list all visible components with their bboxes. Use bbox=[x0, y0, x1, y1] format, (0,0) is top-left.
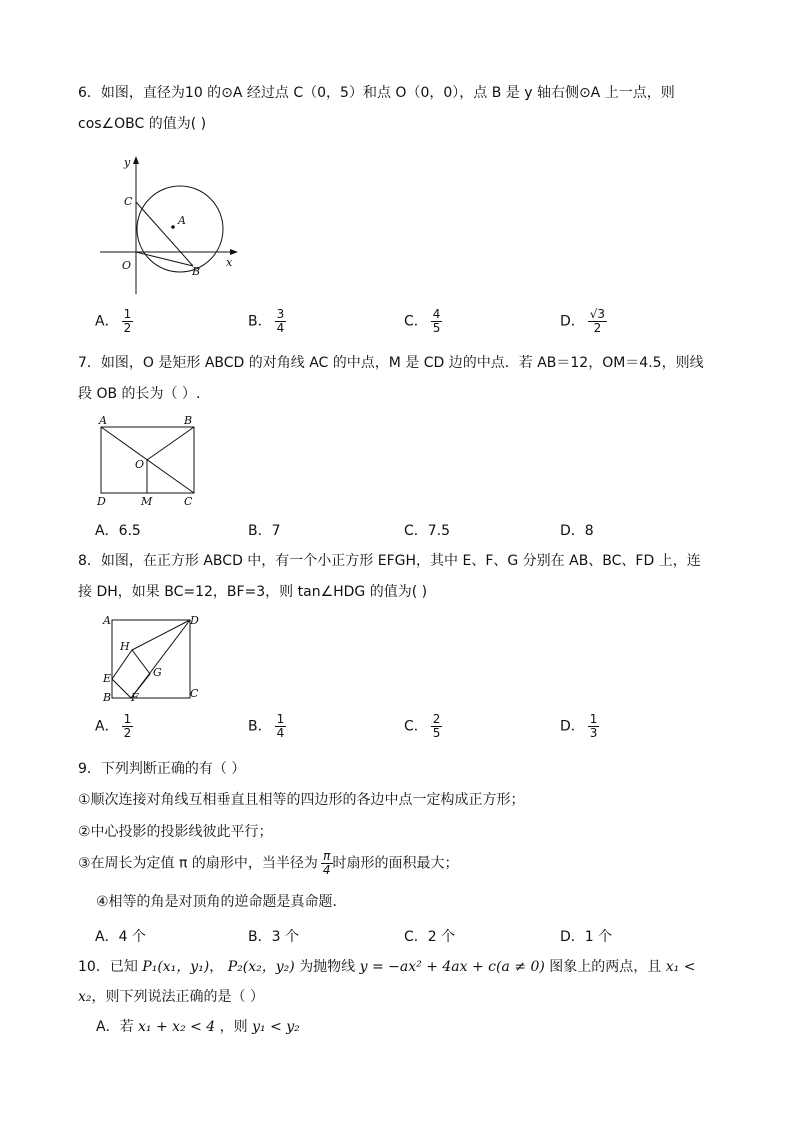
q6-option-d[interactable]: D． $\frac{√3}{2}$ bbox=[560, 307, 606, 335]
q7-option-b[interactable]: B．7 bbox=[248, 523, 281, 539]
q8-label-f: F bbox=[131, 691, 139, 702]
q8-option-d[interactable]: D． $\frac{1}{3}$ bbox=[560, 712, 598, 740]
q6-label-c: C bbox=[124, 195, 133, 208]
q8-label-g: G bbox=[153, 666, 162, 679]
q7-option-a[interactable]: A．6.5 bbox=[95, 523, 141, 539]
q6-label-y: y bbox=[124, 156, 131, 169]
q10-line2: x₂，则下列说法正确的是（ ） bbox=[78, 989, 264, 1005]
q7-label-m: M bbox=[141, 495, 153, 508]
q8-label-e: E bbox=[103, 672, 112, 685]
q9-statement-2: ②中心投影的投影线彼此平行； bbox=[78, 824, 273, 840]
q7-label-a: A bbox=[99, 414, 107, 427]
q8-line2: 接 DH，如果 BC=12，BF=3，则 tan∠HDG 的值为( ) bbox=[78, 584, 428, 600]
q9-option-a[interactable]: A．4 个 bbox=[95, 929, 146, 945]
q10-option-a[interactable]: A．若 x₁ + x₂ < 4 ，则 y₁ < y₂ bbox=[96, 1019, 300, 1035]
q8-label-c: C bbox=[190, 687, 199, 700]
q7-label-c: C bbox=[184, 495, 193, 508]
q9-option-b[interactable]: B．3 个 bbox=[248, 929, 299, 945]
q9-statement-3: ③在周长为定值 π 的扇形中，当半径为 $\frac{\pi}{4}$ 时扇形的面积最大； bbox=[78, 849, 459, 877]
q6-figure bbox=[96, 152, 246, 302]
q8-line1: 8．如图，在正方形 ABCD 中，有一个小正方形 EFGH，其中 E、F、G 分别在 AB、BC、FD 上，连 bbox=[78, 553, 701, 569]
q7-option-c[interactable]: C．7.5 bbox=[404, 523, 451, 539]
q6-option-b[interactable]: B． $\frac{3}{4}$ bbox=[248, 307, 285, 335]
q8-label-a: A bbox=[103, 614, 111, 627]
q8-label-d: D bbox=[190, 614, 199, 627]
q7-option-d[interactable]: D．8 bbox=[560, 523, 594, 539]
q10-parabola-equation: y = −ax² + 4ax + c(a ≠ 0) bbox=[359, 959, 545, 975]
q6-line2: cos∠OBC 的值为( ) bbox=[78, 116, 207, 132]
q9-statement-4: ④相等的角是对顶角的逆命题是真命题． bbox=[96, 894, 347, 910]
q7-line1: 7．如图，O 是矩形 ABCD 的对角线 AC 的中点，M 是 CD 边的中点．若 AB＝12，OM＝4.5，则线 bbox=[78, 355, 704, 371]
q7-label-o: O bbox=[135, 458, 145, 471]
q7-label-b: B bbox=[184, 414, 193, 427]
q7-label-d: D bbox=[97, 495, 106, 508]
q6-label-x: x bbox=[226, 256, 233, 269]
q8-label-h: H bbox=[120, 640, 130, 653]
q6-label-o: O bbox=[122, 259, 132, 272]
q6-label-b: B bbox=[192, 265, 201, 278]
q8-option-b[interactable]: B． $\frac{1}{4}$ bbox=[248, 712, 285, 740]
q9-stem: 9．下列判断正确的有（ ） bbox=[78, 761, 246, 777]
q6-option-c[interactable]: C． $\frac{4}{5}$ bbox=[404, 307, 441, 335]
q6-option-a[interactable]: A． $\frac{1}{2}$ bbox=[95, 307, 132, 335]
q6-line1: 6．如图，直径为10 的⊙A 经过点 C（0，5）和点 O（0，0），点 B 是 y 轴右侧⊙A 上一点，则 bbox=[78, 85, 675, 101]
q10-line1: 10．已知 P₁(x₁，y₁)， P₂(x₂，y₂) 为抛物线 y = −ax² + 4ax + c(a ≠ 0) 图象上的两点，且 x₁ < bbox=[78, 959, 696, 975]
q10-point-p1: P₁(x₁，y₁) bbox=[142, 959, 210, 975]
q9-option-c[interactable]: C．2 个 bbox=[404, 929, 456, 945]
q9-option-d[interactable]: D．1 个 bbox=[560, 929, 613, 945]
q8-label-b: B bbox=[103, 691, 112, 702]
q7-line2: 段 OB 的长为（ ）. bbox=[78, 386, 201, 402]
q6-label-a: A bbox=[178, 214, 186, 227]
q10-point-p2: P₂(x₂，y₂) bbox=[227, 959, 295, 975]
q8-option-a[interactable]: A． $\frac{1}{2}$ bbox=[95, 712, 132, 740]
q9-statement-1: ①顺次连接对角线互相垂直且相等的四边形的各边中点一定构成正方形； bbox=[78, 792, 525, 808]
q8-option-c[interactable]: C． $\frac{2}{5}$ bbox=[404, 712, 441, 740]
q7-figure bbox=[92, 412, 204, 508]
q8-figure bbox=[98, 610, 208, 702]
